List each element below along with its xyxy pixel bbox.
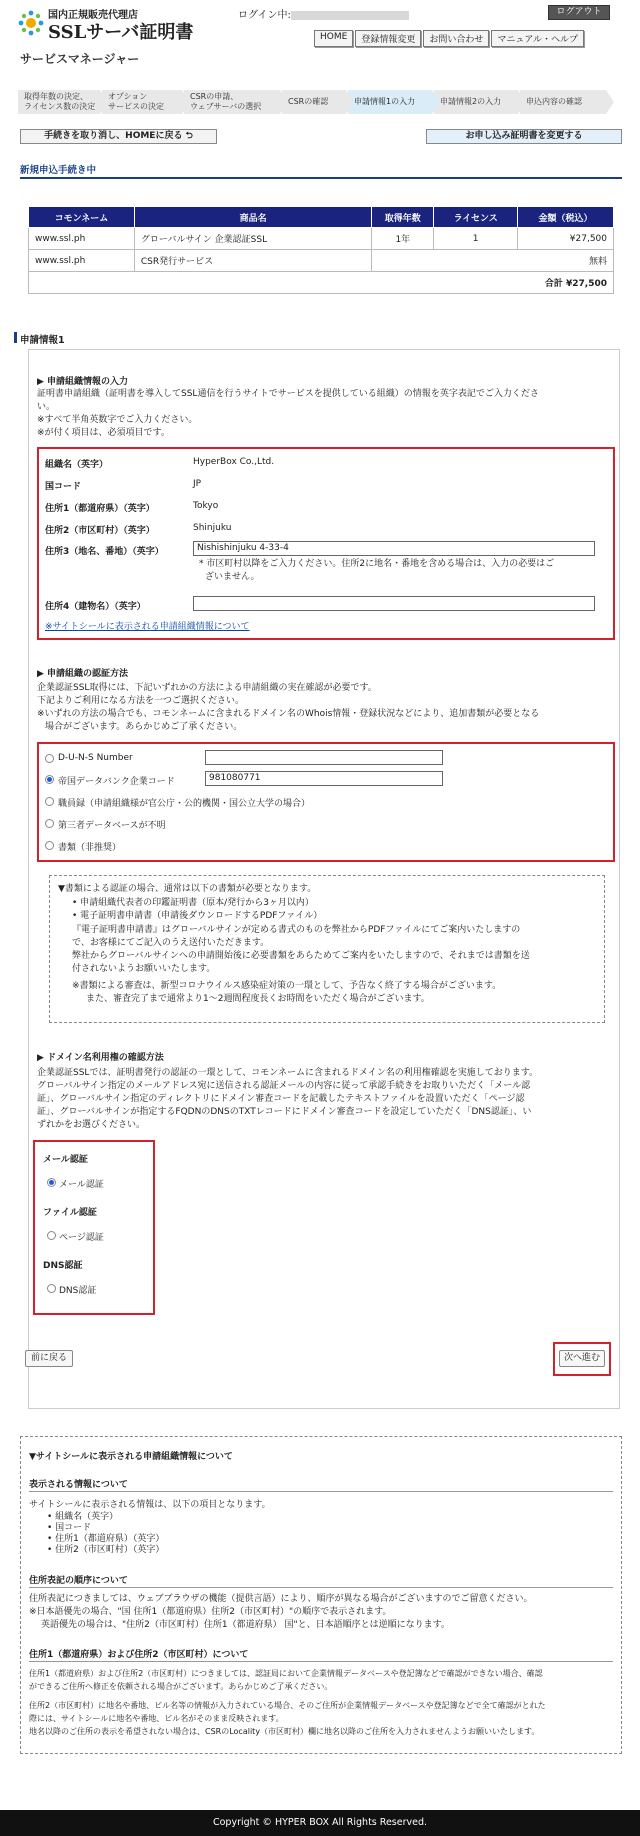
logout-button[interactable]: ログアウト xyxy=(548,5,610,20)
tdb-label: 帝国データバンク企業コード xyxy=(58,777,175,787)
order-header-row xyxy=(29,207,614,228)
org-info-note-1: ※すべて半角英数字でご入力ください。 xyxy=(37,415,198,425)
auth-desc-2: 下記よりご利用になる方法を一つご選択ください。 xyxy=(37,696,245,706)
login-label: ログイン中: xyxy=(238,10,291,21)
info-item-3: • 住所1（都道府県）（英字） xyxy=(47,1534,165,1544)
auth-desc-1: 企業認証SSL取得には、下記いずれかの方法による申請組織の実在確認が必要です。 xyxy=(37,683,377,693)
total-row xyxy=(29,272,614,294)
domain-desc-5: ずれかをお選びください。 xyxy=(37,1120,146,1130)
info-item-4: • 住所2（市区町村）（英字） xyxy=(47,1545,165,1555)
documents-radio[interactable] xyxy=(45,841,54,850)
cell-license: 1 xyxy=(434,228,518,250)
cell-years: 1年 xyxy=(372,228,434,250)
docs-item-2: • 電子証明書申請書（申請後ダウンロードするPDFファイル） xyxy=(72,911,323,921)
logo-icon xyxy=(18,10,44,36)
domain-method-box xyxy=(33,1140,155,1315)
dns-auth-label: DNS認証 xyxy=(59,1286,97,1296)
tdb-radio[interactable] xyxy=(45,775,54,784)
org-info-note-2: ※が付く項目は、必須項目です。 xyxy=(37,428,170,438)
change-certificate-button[interactable]: お申し込み証明書を変更する xyxy=(426,129,622,144)
info-para-3c: 住所2（市区町村）に地名や番地、ビル名等の情報が入力されている場合、そのご住所が企業情報データベースや登記簿などで全て確認がとれた xyxy=(29,1701,546,1710)
address2-label: 住所2（市区町村）（英字） xyxy=(45,526,155,536)
page-auth-radio[interactable] xyxy=(47,1231,56,1240)
staff-directory-label: 職員録（申請組織様が官公庁・公的機関・国公立大学の場合） xyxy=(58,799,311,809)
service-title: サービスマネージャー xyxy=(20,52,140,66)
info-para-2c: 英語優先の場合は、"住所2（市区町村）住所1（都道府県） 国"と、日本語順序とは逆順になります。 xyxy=(41,1620,450,1630)
order-total: 合計 ¥27,500 xyxy=(29,272,614,294)
back-button[interactable]: 前に戻る xyxy=(25,1350,73,1367)
step-1: 取得年数の決定、 ライセンス数の決定 xyxy=(18,90,100,114)
cancel-home-button[interactable]: 手続きを取り消し、HOMEに戻る ⮌ xyxy=(20,129,217,144)
step-2: オプション サービスの決定 xyxy=(102,90,182,114)
documents-note-box xyxy=(49,875,605,1023)
order-table xyxy=(28,206,614,294)
step-3: CSRの申請、 ウェブサーバの選択 xyxy=(184,90,280,114)
masked-user-id xyxy=(291,11,409,20)
auth-desc-4: 場合がございます。あらかじめご了承ください。 xyxy=(45,722,243,732)
info-para-3d: 際には、サイトシールに地名や番地、ビル名がそのまま反映されます。 xyxy=(29,1714,284,1723)
duns-radio[interactable] xyxy=(45,754,54,763)
site-seal-info-link[interactable]: ※サイトシールに表示される申請組織情報について xyxy=(45,622,250,632)
step-6: 申請情報2の入力 xyxy=(434,90,518,114)
step-7: 申込内容の確認 xyxy=(520,90,606,114)
info-heading-1: 表示される情報について xyxy=(29,1480,128,1490)
documents-label: 書類（非推奨） xyxy=(58,843,122,853)
cell-common-name: www.ssl.ph xyxy=(29,228,135,250)
auth-desc-3: ※いずれの方法の場合でも、コモンネームに含まれるドメイン名のWhois情報・登録状況などにより、追加書類が必要となる xyxy=(37,709,540,719)
col-license: ライセンス xyxy=(434,207,518,228)
footer-copyright: Copyright © HYPER BOX All Rights Reserved. xyxy=(0,1810,640,1836)
address4-label: 住所4（建物名）（英字） xyxy=(45,602,146,612)
country-label: 国コード xyxy=(45,482,82,492)
cell-product: グローバルサイン 企業認証SSL xyxy=(134,228,371,250)
mail-auth-label: メール認証 xyxy=(59,1180,104,1190)
info-heading-2: 住所表記の順序について xyxy=(29,1576,128,1586)
domain-desc-3: 証」、グローバルサイン指定のディレクトリにドメイン審査コードを記載したテキストファイルを設置いただく「ページ認 xyxy=(37,1094,525,1104)
cell-price: ¥27,500 xyxy=(518,228,614,250)
info-para-3a: 住所1（都道府県）および住所2（市区町村）につきましては、認証局において企業情報データベースや登記簿などで確認ができない場合、確認 xyxy=(29,1669,543,1678)
domain-desc-2: グローバルサイン指定のメールアドレス宛に送信される認証メールの内容に従って承認手続きをお取りいただく「メール認 xyxy=(37,1081,531,1091)
dns-auth-title: DNS認証 xyxy=(43,1261,83,1271)
unknown-db-label: 第三者データベースが不明 xyxy=(58,821,166,831)
tdb-input[interactable]: 981080771 xyxy=(205,771,443,786)
domain-desc-4: 証」、グローバルサインが指定するFQDNのDNSのTXTレコードにドメイン審査コードを設定していただく「DNS認証」、い xyxy=(37,1107,532,1117)
next-button-highlight xyxy=(553,1342,611,1376)
logo-title: SSLサーバ証明書 xyxy=(48,22,194,43)
info-para-1: サイトシールに表示される情報は、以下の項目となります。 xyxy=(29,1500,271,1510)
address1-label: 住所1（都道府県）（英字） xyxy=(45,504,155,514)
logo-subtitle: 国内正規販売代理店 xyxy=(48,10,138,21)
divider xyxy=(29,1661,613,1662)
mail-auth-title: メール認証 xyxy=(43,1155,88,1165)
cell-common-name: www.ssl.ph xyxy=(29,250,135,272)
next-button[interactable]: 次へ進む xyxy=(559,1350,605,1367)
info-title: ▼サイトシールに表示される申請組織情報について xyxy=(29,1452,233,1462)
table-row xyxy=(29,250,614,272)
address3-hint-2: ざいません。 xyxy=(205,572,260,582)
nav-home[interactable]: HOME xyxy=(314,30,353,47)
address3-input[interactable]: Nishishinjuku 4-33-4 xyxy=(193,541,595,556)
address3-hint-1: * 市区町村以降をご入力ください。住所2に地名・番地を含める場合は、入力の必要はご xyxy=(199,559,555,569)
return-icon: ⮌ xyxy=(185,131,193,141)
progress-steps xyxy=(18,90,608,114)
nav-manual[interactable]: マニュアル・ヘルプ xyxy=(491,30,584,47)
info-heading-3: 住所1（都道府県）および住所2（市区町村）について xyxy=(29,1650,249,1660)
application-form xyxy=(28,349,620,1409)
info-para-2b: ※日本語優先の場合、"国 住所1（都道府県）住所2（市区町村）"の順序で表示されます。 xyxy=(29,1607,392,1617)
page-heading: 新規申込手続き中 xyxy=(20,165,97,176)
docs-para-1: 『電子証明書申請書』はグローバルサインが定める書式のものを弊社からPDFファイルにてご案内いたしますの xyxy=(72,925,521,935)
col-common-name: コモンネーム xyxy=(29,207,135,228)
divider xyxy=(29,1491,613,1492)
divider xyxy=(29,1587,613,1588)
docs-item-1: • 申請組織代表者の印鑑証明書（原本/発行から3ヶ月以内） xyxy=(72,898,314,908)
table-row xyxy=(29,228,614,250)
dns-auth-radio[interactable] xyxy=(47,1284,56,1293)
org-info-desc-1: 証明書申請組織（証明書を導入してSSL通信を行うサイトでサービスを提供している組織）の情報を英字表記でご入力くださ xyxy=(37,389,539,399)
org-info-desc-2: い。 xyxy=(37,402,56,412)
page-auth-label: ページ認証 xyxy=(59,1233,104,1243)
col-product: 商品名 xyxy=(134,207,371,228)
nav-contact[interactable]: お問い合わせ xyxy=(423,30,489,47)
docs-para-3: 弊社からグローバルサインへの申請開始後に必要書類をあらためてご案内をいたしますので、それまでは書類を送 xyxy=(72,951,530,961)
org-info-box xyxy=(37,447,615,640)
duns-input[interactable] xyxy=(205,750,443,765)
auth-method-box xyxy=(37,742,615,862)
domain-desc-1: 企業認証SSLでは、証明書発行の認証の一環として、コモンネームに含まれるドメイン名の利用権確認を実施しております。 xyxy=(37,1068,539,1078)
country-value: JP xyxy=(193,479,202,489)
file-auth-title: ファイル認証 xyxy=(43,1208,97,1218)
mail-auth-radio[interactable] xyxy=(47,1178,56,1187)
org-name-label: 組織名（英字） xyxy=(45,460,109,470)
info-para-3b: ができるご住所へ修正を依頼される場合がございます。あらかじめご了承ください。 xyxy=(29,1682,333,1691)
top-nav xyxy=(314,30,584,47)
col-price: 金額（税込） xyxy=(518,207,614,228)
info-item-2: • 国コード xyxy=(47,1523,92,1533)
docs-para-6: また、審査完了まで通常より1～2週間程度長くお時間をいただく場合がございます。 xyxy=(86,994,430,1004)
info-para-3e: 地名以降のご住所の表示を希望されない場合は、CSRのLocality（市区町村）欄に地名以降のご住所を入力されませんようお願いいたします。 xyxy=(29,1727,540,1736)
info-item-1: • 組織名（英字） xyxy=(47,1512,119,1522)
site-seal-info-box xyxy=(20,1436,622,1754)
domain-check-heading: ▶ ドメイン名利用権の確認方法 xyxy=(37,1053,164,1063)
login-status xyxy=(238,6,409,21)
col-years: 取得年数 xyxy=(372,207,434,228)
org-info-heading: ▶ 申請組織情報の入力 xyxy=(37,377,129,387)
address1-value: Tokyo xyxy=(193,501,219,511)
info-para-2a: 住所表記につきましては、ウェブブラウザの機能（提供言語）により、順序が異なる場合がございますのでご留意ください。 xyxy=(29,1594,533,1604)
nav-account[interactable]: 登録情報変更 xyxy=(355,30,421,47)
duns-label: D-U-N-S Number xyxy=(58,753,133,763)
org-name-value: HyperBox Co.,Ltd. xyxy=(193,457,275,467)
docs-heading: ▼書類による認証の場合、通常は以下の書類が必要となります。 xyxy=(58,884,317,894)
docs-para-4: 付されないようお願いいたします。 xyxy=(72,964,216,974)
step-4: CSRの確認 xyxy=(282,90,346,114)
header xyxy=(0,0,640,82)
address3-label: 住所3（地名、番地）（英字） xyxy=(45,547,164,557)
address4-input[interactable] xyxy=(193,596,595,611)
unknown-db-radio[interactable] xyxy=(45,819,54,828)
docs-para-5: ※書類による審査は、新型コロナウイルス感染症対策の一環として、予告なく終了する場合がございます。 xyxy=(72,981,502,991)
cell-product: CSR発行サービス xyxy=(134,250,371,272)
staff-directory-radio[interactable] xyxy=(45,797,54,806)
step-5-current: 申請情報1の入力 xyxy=(348,90,432,114)
auth-method-heading: ▶ 申請組織の認証方法 xyxy=(37,669,129,679)
docs-para-2: で、お客様にてご記入のうえ送付いただきます。 xyxy=(72,938,270,948)
heading-divider xyxy=(20,177,622,179)
section-title: 申請情報1 xyxy=(20,332,65,346)
cell-price: 無料 xyxy=(372,250,614,272)
address2-value: Shinjuku xyxy=(193,523,232,533)
